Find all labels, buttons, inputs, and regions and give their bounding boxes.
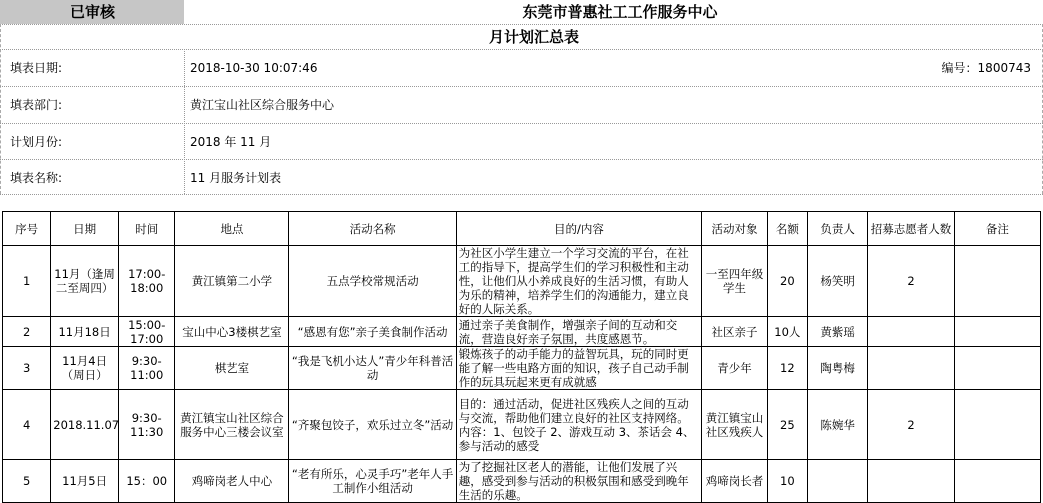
page-title: 月计划汇总表: [488, 28, 579, 46]
cell-content: 目的：通过活动，促进社区残疾人之间的互动与交流，帮助他们建立良好的社区支持网络。 内容：1、包饺子 2、游戏互动 3、茶话会 4、参与活动的感受: [456, 390, 701, 460]
cell-content: 为了挖掘社区老人的潜能，让他们发展了兴趣，感受到参与活动的积极氛围和感受到晚年生活的乐趣。: [456, 460, 701, 503]
divider: [0, 159, 1043, 160]
col-header: 地点: [175, 212, 289, 246]
cell-date: 11月（逢周二至周四）: [51, 246, 119, 317]
cell-place: 鸡啼岗老人中心: [175, 460, 289, 503]
fill-date-value: 2018-10-30 10:07:46: [190, 61, 318, 75]
dept-label: 填表部门:: [10, 98, 63, 112]
cell-remark: [954, 347, 1040, 390]
col-header: 序号: [3, 212, 51, 246]
form-number: [942, 50, 1031, 86]
cell-time: 15:00-17:00: [119, 317, 175, 347]
cell-volunteers: [868, 460, 954, 503]
month-label: 计划月份:: [10, 135, 63, 149]
cell-quota: 25: [767, 390, 807, 460]
cell-place: 黄江镇第二小学: [175, 246, 289, 317]
cell-remark: [954, 460, 1040, 503]
table-row: [3, 390, 1041, 460]
cell-quota: 12: [767, 347, 807, 390]
col-header: 活动对象: [702, 212, 768, 246]
cell-volunteers: 2: [868, 390, 954, 460]
dept-value: 黄江宝山社区综合服务中心: [190, 98, 335, 112]
col-header: 活动名称: [289, 212, 456, 246]
cell-no: 4: [3, 390, 51, 460]
table-row: [3, 347, 1041, 390]
col-header: 名额: [767, 212, 807, 246]
col-header: 负责人: [807, 212, 868, 246]
form-number-label: 编号：: [941, 61, 978, 75]
cell-target: 青少年: [702, 347, 768, 390]
cell-time: 15：00: [119, 460, 175, 503]
cell-no: 5: [3, 460, 51, 503]
cell-leader: 杨笑明: [807, 246, 868, 317]
cell-volunteers: 2: [868, 246, 954, 317]
cell-activity: “我是飞机小达人”青少年科普活动: [289, 347, 456, 390]
col-header: 备注: [954, 212, 1040, 246]
cell-date: 11月18日: [51, 317, 119, 347]
cell-leader: [807, 460, 868, 503]
table-row: [3, 246, 1041, 317]
cell-target: 社区亲子: [702, 317, 768, 347]
cell-target: 黄江镇宝山社区残疾人: [702, 390, 768, 460]
cell-leader: 陈婉华: [807, 390, 868, 460]
table-header-row: [3, 212, 1041, 246]
cell-place: 宝山中心3楼棋艺室: [175, 317, 289, 347]
month-value: 2018 年 11 月: [190, 135, 272, 149]
info-frame: [0, 24, 1043, 194]
cell-content: 为社区小学生建立一个学习交流的平台，在社工的指导下，提高学生们的学习积极性和主动性，让他们从小养成良好的生活习惯，有助人为乐的精神，培养学生们的沟通能力，建立良好的人际关系。: [456, 246, 701, 317]
cell-activity: “老有所乐，心灵手巧”老年人手工制作小组活动: [289, 460, 456, 503]
table-row: [3, 460, 1041, 503]
cell-target: 鸡啼岗长者: [702, 460, 768, 503]
cell-quota: 10: [767, 460, 807, 503]
cell-place: 黄江镇宝山社区综合服务中心三楼会议室: [175, 390, 289, 460]
cell-target: 一至四年级学生: [702, 246, 768, 317]
cell-no: 1: [3, 246, 51, 317]
cell-remark: [954, 390, 1040, 460]
cell-remark: [954, 246, 1040, 317]
cell-quota: 20: [767, 246, 807, 317]
col-header: 招募志愿者人数: [868, 212, 954, 246]
cell-place: 棋艺室: [175, 347, 289, 390]
cell-activity: 五点学校常规活动: [289, 246, 456, 317]
col-header: 日期: [51, 212, 119, 246]
form-number-value: 1800743: [977, 61, 1031, 75]
organization-name: 东莞市普惠社工工作服务中心: [522, 3, 718, 21]
cell-date: 11月4日（周日）: [51, 347, 119, 390]
cell-leader: 陶粤梅: [807, 347, 868, 390]
divider: [184, 49, 185, 194]
cell-remark: [954, 317, 1040, 347]
divider: [0, 86, 1043, 87]
col-header: 目的/内容: [456, 212, 701, 246]
cell-no: 3: [3, 347, 51, 390]
cell-quota: 10人: [767, 317, 807, 347]
table-row: [3, 317, 1041, 347]
cell-time: 17:00-18:00: [119, 246, 175, 317]
cell-date: 2018.11.07: [51, 390, 119, 460]
divider: [0, 123, 1043, 124]
cell-no: 2: [3, 317, 51, 347]
plan-table: [2, 211, 1041, 503]
divider: [0, 194, 1043, 195]
form-name-value: 11 月服务计划表: [190, 171, 282, 185]
cell-volunteers: [868, 347, 954, 390]
cell-activity: “齐聚包饺子，欢乐过立冬”活动: [289, 390, 456, 460]
cell-content: 锻炼孩子的动手能力的益智玩具，玩的同时更能了解一些电路方面的知识，孩子自己动手制作的玩具玩起来更有成就感: [456, 347, 701, 390]
cell-content: 通过亲子美食制作，增强亲子间的互动和交流，营造良好亲子氛围，共度感恩节。: [456, 317, 701, 347]
cell-volunteers: [868, 317, 954, 347]
cell-time: 9:30-11:30: [119, 390, 175, 460]
status-badge: 已审核: [0, 0, 184, 24]
cell-activity: “感恩有您”亲子美食制作活动: [289, 317, 456, 347]
cell-time: 9:30-11:00: [119, 347, 175, 390]
cell-leader: 黄紫瑶: [807, 317, 868, 347]
fill-date-label: 填表日期:: [10, 61, 63, 75]
col-header: 时间: [119, 212, 175, 246]
form-name-label: 填表名称:: [10, 171, 63, 185]
cell-date: 11月5日: [51, 460, 119, 503]
